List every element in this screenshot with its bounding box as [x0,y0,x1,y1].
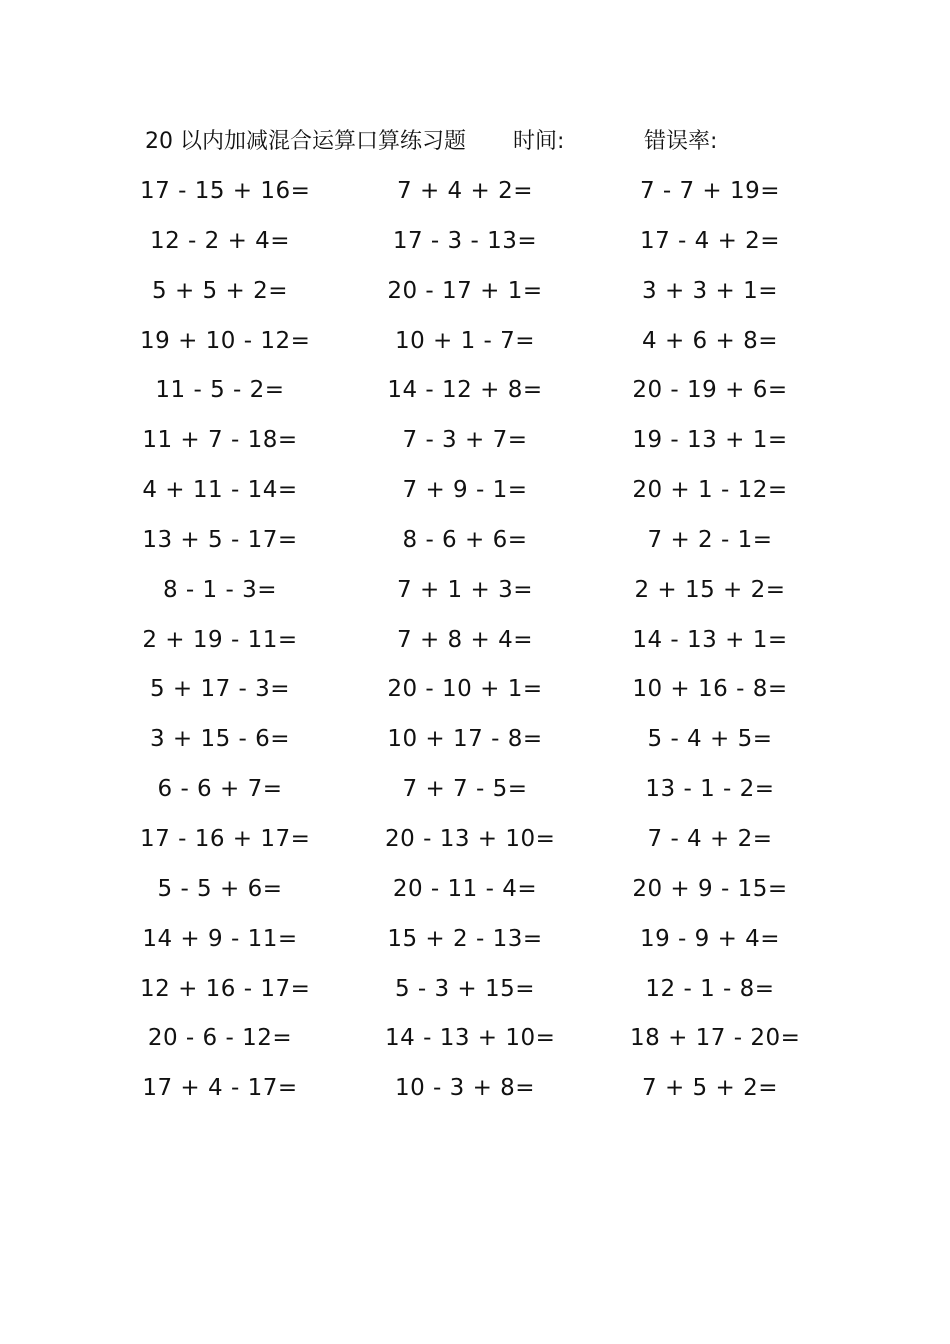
arithmetic-problem: 12 + 16 - 17= [140,975,311,1002]
arithmetic-problem: 5 - 4 + 5= [647,726,773,753]
arithmetic-problem: 20 - 13 + 10= [385,825,556,852]
arithmetic-problem: 3 + 3 + 1= [642,277,778,304]
problem-row [0,871,950,921]
arithmetic-problem: 17 - 15 + 16= [140,178,311,204]
time-label: 时间: [513,129,565,154]
arithmetic-problem: 7 - 7 + 19= [639,178,781,204]
problem-row [0,1070,950,1120]
problem-row [0,671,950,721]
arithmetic-problem: 7 + 5 + 2= [642,1075,778,1102]
arithmetic-problem: 2 + 15 + 2= [634,576,786,603]
arithmetic-problem: 12 - 1 - 8= [645,975,775,1002]
arithmetic-problem: 19 - 13 + 1= [632,427,788,454]
problem-row [0,273,950,323]
arithmetic-problem: 20 - 10 + 1= [387,676,543,703]
arithmetic-problem: 10 + 17 - 8= [387,726,543,753]
arithmetic-problem: 17 - 4 + 2= [639,227,781,254]
arithmetic-problem: 14 + 9 - 11= [142,925,298,952]
arithmetic-problem: 7 + 7 - 5= [402,776,528,803]
arithmetic-problem: 11 - 5 - 2= [155,377,285,404]
arithmetic-problem: 14 - 13 + 10= [385,1025,556,1052]
problem-row [0,422,950,472]
problem-row [0,971,950,1021]
problem-grid [0,173,950,1120]
arithmetic-problem: 4 + 6 + 8= [642,327,778,354]
arithmetic-problem: 17 + 4 - 17= [142,1075,298,1102]
arithmetic-problem: 17 - 3 - 13= [392,227,538,254]
problem-row [0,622,950,672]
arithmetic-problem: 7 + 4 + 2= [397,178,533,204]
problem-row [0,771,950,821]
arithmetic-problem: 10 - 3 + 8= [394,1075,536,1102]
arithmetic-problem: 7 - 4 + 2= [647,825,773,852]
arithmetic-problem: 13 - 1 - 2= [645,776,775,803]
problem-row [0,323,950,373]
problem-row [0,921,950,971]
arithmetic-problem: 20 + 9 - 15= [632,875,788,902]
arithmetic-problem: 3 + 15 - 6= [149,726,291,753]
arithmetic-problem: 19 + 10 - 12= [140,327,311,354]
arithmetic-problem: 20 - 17 + 1= [387,277,543,304]
worksheet-header [0,124,950,160]
arithmetic-problem: 5 + 5 + 2= [152,277,288,304]
arithmetic-problem: 12 - 2 + 4= [149,227,291,254]
problem-row [0,821,950,871]
arithmetic-problem: 20 - 11 - 4= [392,875,538,902]
arithmetic-problem: 18 + 17 - 20= [630,1025,801,1052]
problem-row [0,173,950,223]
arithmetic-problem: 7 + 1 + 3= [397,576,533,603]
arithmetic-problem: 14 - 13 + 1= [632,626,788,653]
arithmetic-problem: 15 + 2 - 13= [387,925,543,952]
arithmetic-problem: 7 - 3 + 7= [402,427,528,454]
arithmetic-problem: 5 - 5 + 6= [157,875,283,902]
arithmetic-problem: 10 + 1 - 7= [394,327,536,354]
arithmetic-problem: 5 - 3 + 15= [394,975,536,1002]
worksheet-title: 20 以内加减混合运算口算练习题 [145,129,466,154]
problem-row [0,1020,950,1070]
arithmetic-problem: 7 + 9 - 1= [402,477,528,504]
problem-row [0,572,950,622]
arithmetic-problem: 6 - 6 + 7= [157,776,283,803]
arithmetic-problem: 11 + 7 - 18= [142,427,298,454]
arithmetic-problem: 20 + 1 - 12= [632,477,788,504]
error-rate-label: 错误率: [644,129,718,154]
arithmetic-problem: 13 + 5 - 17= [142,526,298,553]
problem-row [0,372,950,422]
arithmetic-problem: 8 - 1 - 3= [162,576,277,603]
arithmetic-problem: 7 + 8 + 4= [397,626,533,653]
arithmetic-problem: 5 + 17 - 3= [149,676,291,703]
arithmetic-problem: 8 - 6 + 6= [402,526,528,553]
arithmetic-problem: 10 + 16 - 8= [632,676,788,703]
arithmetic-problem: 2 + 19 - 11= [142,626,298,653]
arithmetic-problem: 20 - 19 + 6= [632,377,788,404]
problem-row [0,472,950,522]
arithmetic-problem: 17 - 16 + 17= [140,825,311,852]
problem-row [0,223,950,273]
arithmetic-problem: 19 - 9 + 4= [639,925,781,952]
problem-row [0,522,950,572]
arithmetic-problem: 4 + 11 - 14= [142,477,298,504]
arithmetic-problem: 20 - 6 - 12= [147,1025,293,1052]
arithmetic-problem: 14 - 12 + 8= [387,377,543,404]
problem-row [0,721,950,771]
arithmetic-problem: 7 + 2 - 1= [647,526,773,553]
